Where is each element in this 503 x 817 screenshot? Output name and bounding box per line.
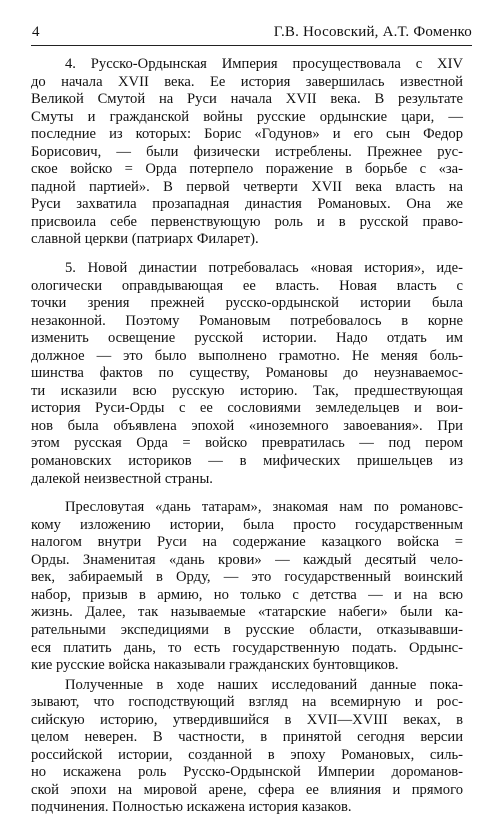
- text-line: присвоила себе первенствующую роль и в русской право-: [31, 213, 463, 230]
- text-line: этом русская Орда = войско превратилась — под пером: [31, 435, 463, 452]
- running-header: [31, 19, 472, 46]
- text-line: ологически оправдывающая ее власть. Новая власть с: [31, 277, 463, 294]
- text-line: век, забираемый в Орду, — это государственный воинский: [31, 569, 463, 586]
- text-line: еся платить дань, то есть государственную подать. Ордынс-: [31, 639, 463, 656]
- text-line: Руси захватила прозападная династия Романовых. Она же: [31, 196, 463, 213]
- text-line: 5. Новой династии потребовалась «новая история», иде-: [65, 260, 463, 277]
- text-line: далекой неизвестной страны.: [31, 470, 213, 487]
- paragraph-3: [31, 499, 463, 674]
- text-line: точки зрения прежней русско-ордынской истории была: [31, 295, 463, 312]
- text-line: Смуты и гражданской войны русские ордынские цари, —: [31, 108, 463, 125]
- page-body: [31, 56, 463, 817]
- text-line: российской истории, созданной в эпоху Романовых, силь-: [31, 746, 463, 763]
- text-line: налогом внутри Руси на содержание казацкого войска =: [31, 534, 463, 551]
- text-line: история Руси-Орды с ее сословиями земледельцев и вои-: [31, 400, 463, 417]
- running-header-authors: Г.В. Носовский, А.Т. Фоменко: [273, 24, 472, 40]
- text-line: шинства фактов по существу, Романовы до неузнаваемос-: [31, 365, 463, 382]
- text-line: подчинения. Полностью искажена история казаков.: [31, 799, 352, 816]
- page-number: 4: [32, 24, 40, 40]
- text-line: должное — это было выполнено грамотно. Не меняя боль-: [31, 347, 463, 364]
- text-line: зывают, что господствующий взгляд на всемирную и рос-: [31, 694, 463, 711]
- text-line: 4. Русско-Ордынская Империя просуществовала с XIV: [65, 56, 463, 72]
- text-line: романовских историков — в мифических пришельцев из: [31, 453, 463, 470]
- text-line: славной церкви (патриарх Филарет).: [31, 231, 259, 248]
- text-line: но искажена роль Русско-Ордынской Империи дороманов-: [31, 764, 463, 781]
- text-line: ской эпохи на мировой арене, сфера ее влияния и прямого: [31, 781, 463, 798]
- text-line: Великой Смутой на Руси начала XVII века. В результате: [31, 91, 463, 108]
- text-line: жизнь. Далее, так называемые «татарские набеги» были ка-: [31, 604, 463, 621]
- text-line: нов была объявлена эпохой «иноземного завоевания». При: [31, 417, 463, 434]
- text-line: ти исказили всю русскую историю. Так, предшествующая: [31, 382, 463, 399]
- text-line: кие русские войска наказывали гражданских бунтовщиков.: [31, 657, 399, 674]
- text-line: рательными экспедициями в русские области, отказывавши-: [31, 621, 463, 638]
- text-line: целом неверен. В частности, в принятой сегодня версии: [31, 729, 463, 746]
- text-line: Орды. Знаменитая «дань крови» — каждый десятый чело-: [31, 551, 463, 568]
- text-line: сийскую историю, утвердившийся в XVII—XVIII веках, в: [31, 711, 463, 728]
- text-line: изменить освещение русской истории. Надо отдать им: [31, 330, 463, 347]
- text-line: последние из которых: Борис «Годунов» и его сын Федор: [31, 126, 463, 143]
- text-line: падной партией». В первой четверти XVII века власть на: [31, 178, 463, 195]
- text-line: незаконной. Поэтому Романовым потребовалось в корне: [31, 312, 463, 329]
- text-line: кому изложению истории, была просто государственным: [31, 516, 463, 533]
- paragraph-4: [31, 677, 463, 817]
- text-line: набор, призыв в армию, но только с детства — и на всю: [31, 586, 463, 603]
- text-line: Пресловутая «дань татарам», знакомая нам по романовс-: [65, 499, 463, 516]
- text-line: до начала XVII века. Ее история завершилась известной: [31, 73, 463, 90]
- paragraph-2: [31, 260, 463, 488]
- text-line: ское войско = Орда потерпело поражение в борьбе с «за-: [31, 161, 463, 178]
- text-line: Полученные в ходе наших исследований данные пока-: [65, 676, 463, 693]
- text-line: Борисович, — были физически истреблены. Прежнее рус-: [31, 143, 463, 160]
- paragraph-1: [31, 56, 463, 249]
